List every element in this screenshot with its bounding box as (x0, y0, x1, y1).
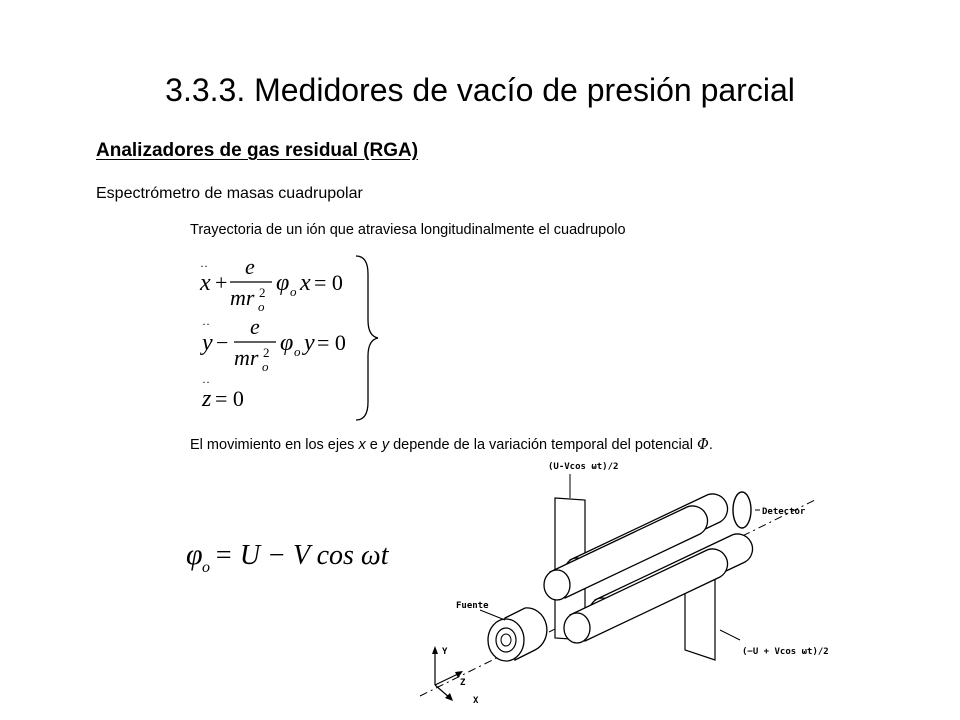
eq3-var: z (202, 386, 212, 412)
axis-x-label: x (358, 437, 366, 453)
eq1-phi: φ (276, 270, 290, 296)
eq1-rhs: = 0 (314, 270, 343, 295)
ddot-mark: ·· (202, 375, 210, 389)
eq2-phi: φ (280, 330, 294, 356)
eq1-phi-sub: o (290, 284, 297, 299)
source-cylinder (488, 608, 547, 661)
eq1-den-sub: o (258, 299, 265, 314)
potential-phi-sub: o (202, 559, 210, 576)
motion-caption (190, 437, 713, 453)
eq2-den-sub: o (262, 359, 269, 374)
eq1-rhs-var: x (300, 270, 311, 296)
eq2-rhs-var: y (304, 330, 315, 356)
bottom-voltage-label: (−U + Vcos ωt)/2 (742, 647, 829, 657)
eq2-rhs: = 0 (317, 330, 346, 355)
eq1-den: mr (230, 285, 255, 310)
leader-line (480, 610, 505, 620)
eq1-sign: + (215, 270, 228, 295)
eq2-den-sup: 2 (263, 345, 270, 360)
motion-equations (190, 250, 390, 430)
caption-text: depende de la variación temporal del potencial (389, 437, 697, 453)
axis-y: Y (442, 647, 448, 657)
potential-phi: φ (186, 538, 203, 571)
section-heading: Analizadores de gas residual (RGA) (96, 140, 419, 161)
potential-rhs: = U − V cos ωt (214, 540, 389, 571)
top-voltage-label: (U-Vcos ωt)/2 (548, 462, 619, 472)
eq2-var: y (202, 330, 213, 356)
axis-z: Z (460, 678, 466, 688)
eq1-var: x (200, 270, 211, 296)
equation-z (201, 375, 244, 412)
detector-disk (733, 492, 751, 528)
equation-y (200, 314, 346, 374)
eq2-sign: − (216, 330, 229, 355)
eq1-den-sup: 2 (259, 285, 266, 300)
source-label: Fuente (456, 601, 489, 611)
eq2-den: mr (234, 345, 259, 370)
potential-equation (180, 530, 390, 580)
topic-text: Espectrómetro de masas cuadrupolar (96, 185, 363, 202)
quadrupole-diagram (420, 460, 829, 710)
detector-label: Detector (762, 507, 806, 517)
axis-x: X (473, 696, 479, 706)
caption-text: . (708, 437, 713, 453)
right-brace (356, 256, 378, 420)
eq1-num: e (245, 254, 255, 279)
eq2-phi-sub: o (294, 344, 301, 359)
coordinate-axes (432, 646, 479, 706)
ddot-mark: ·· (202, 317, 210, 331)
caption-text: El movimiento en los ejes (190, 437, 359, 453)
trajectory-caption: Trayectoria de un ión que atraviesa longitudinalmente el cuadrupolo (190, 222, 626, 238)
phi-symbol: Φ (697, 437, 709, 453)
axis-y-label: y (381, 437, 390, 453)
caption-text: e (365, 437, 382, 453)
equation-x (199, 254, 343, 314)
leader-line (720, 630, 740, 640)
eq2-num: e (250, 314, 260, 339)
slide-title: 3.3.3. Medidores de vacío de presión parcial (165, 72, 795, 108)
eq3-rhs: = 0 (215, 386, 244, 411)
ddot-mark: ·· (200, 259, 208, 273)
